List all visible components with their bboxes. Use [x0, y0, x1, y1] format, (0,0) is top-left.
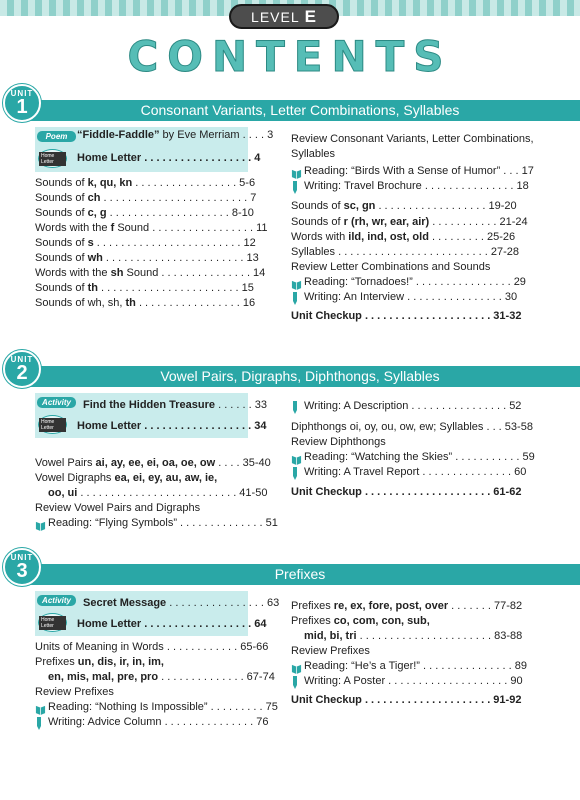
toc-entry[interactable]: en, mis, mal, pre, pro . . . . . . . . . . . . . . 67-74	[48, 671, 275, 683]
toc-entry[interactable]: Writing: A Description . . . . . . . . . . . . . . . . 52	[304, 400, 522, 412]
toc-entry[interactable]: oo, ui . . . . . . . . . . . . . . . . . . . . . . . . . . 41-50	[48, 487, 268, 499]
toc-entry[interactable]: Diphthongs oi, oy, ou, ow, ew; Syllables . . . 53-58	[291, 421, 533, 433]
toc-entry[interactable]: Unit Checkup . . . . . . . . . . . . . . . . . . . . . 91-92	[291, 694, 522, 706]
toc-entry[interactable]: Writing: A Travel Report . . . . . . . . . . . . . . . 60	[304, 466, 527, 478]
unit-1-badge	[3, 84, 41, 122]
unit-2-badge	[3, 350, 41, 388]
toc-entry[interactable]: Prefixes re, ex, fore, post, over . . . . . . . 77-82	[291, 600, 523, 612]
toc-entry[interactable]: Writing: Travel Brochure . . . . . . . . . . . . . . . 18	[304, 180, 529, 192]
unit-1-header	[20, 100, 580, 121]
unit-1-home-letter[interactable]: Home Letter . . . . . . . . . . . . . . . . . . 4	[77, 152, 261, 164]
toc-entry[interactable]: Writing: Advice Column . . . . . . . . . . . . . . . 76	[48, 716, 269, 728]
unit-1-number: 1	[16, 96, 28, 118]
pencil-icon	[291, 676, 299, 689]
toc-entry[interactable]: Reading: “He’s a Tiger!” . . . . . . . . . . . . . . . 89	[304, 660, 527, 672]
pencil-icon	[291, 292, 299, 305]
activity-tag: Activity	[37, 595, 76, 606]
toc-entry[interactable]: Sounds of wh, sh, th . . . . . . . . . . . . . . . . . 16	[35, 297, 256, 309]
toc-entry[interactable]: Review Prefixes	[291, 645, 370, 657]
level-badge	[229, 4, 339, 29]
unit-2-number: 2	[16, 362, 28, 384]
toc-entry[interactable]: Reading: “Birds With a Sense of Humor” . . . 17	[304, 165, 534, 177]
toc-entry[interactable]: Unit Checkup . . . . . . . . . . . . . . . . . . . . . 61-62	[291, 486, 522, 498]
book-icon	[291, 166, 302, 177]
toc-entry[interactable]: Sounds of r (rh, wr, ear, air) . . . . . . . . . . . 21-24	[291, 216, 528, 228]
level-label: LEVEL	[251, 8, 300, 25]
unit-3-home-letter[interactable]: Home Letter . . . . . . . . . . . . . . . . . . 64	[77, 618, 267, 630]
page-title: CONTENTS	[127, 32, 453, 81]
toc-entry[interactable]: Prefixes un, dis, ir, in, im,	[35, 656, 164, 668]
unit-3-badge-word: UNIT	[10, 553, 34, 562]
unit-3-number: 3	[16, 560, 28, 582]
unit-1-poem-entry[interactable]	[77, 129, 273, 141]
toc-entry[interactable]: Words with ild, ind, ost, old . . . . . . . . . 25-26	[291, 231, 516, 243]
book-icon	[291, 277, 302, 288]
unit-2-badge-word: UNIT	[10, 355, 34, 364]
home-letter-icon: Home Letter	[38, 613, 67, 632]
toc-entry[interactable]: Words with the sh Sound . . . . . . . . . . . . . . . 14	[35, 267, 266, 279]
pencil-icon	[291, 401, 299, 414]
unit-1-feature-box	[35, 127, 274, 172]
toc-entry[interactable]: Syllables . . . . . . . . . . . . . . . . . . . . . . . . . 27-28	[291, 246, 520, 258]
toc-entry[interactable]: Review Letter Combinations and Sounds	[291, 261, 491, 273]
unit-1-badge-word: UNIT	[10, 89, 34, 98]
toc-entry[interactable]: Sounds of wh . . . . . . . . . . . . . . . . . . . . . . . 13	[35, 252, 259, 264]
unit-3-feature-box	[35, 591, 280, 636]
activity-entry-rest: . . . . . . 33	[215, 399, 267, 411]
toc-entry[interactable]: Reading: “Watching the Skies” . . . . . . . . . . . 59	[304, 451, 535, 463]
unit-3-title: Prefixes	[274, 566, 326, 582]
toc-entry[interactable]: Reading: “Flying Symbols” . . . . . . . . . . . . . . 51	[48, 517, 278, 529]
poem-entry-rest: by Eve Merriam . . . . 3	[159, 129, 274, 141]
toc-entry[interactable]: Reading: “Nothing Is Impossible” . . . . . . . . . 75	[48, 701, 278, 713]
poem-title: “Fiddle-Faddle”	[77, 129, 160, 141]
book-icon	[291, 661, 302, 672]
toc-entry[interactable]: Units of Meaning in Words . . . . . . . . . . . . 65-66	[35, 641, 269, 653]
unit-2-activity-entry[interactable]	[83, 399, 267, 411]
toc-entry[interactable]: Writing: A Poster . . . . . . . . . . . . . . . . . . . . 90	[304, 675, 523, 687]
toc-entry[interactable]: Writing: An Interview . . . . . . . . . . . . . . . . 30	[304, 291, 518, 303]
unit-2-home-letter[interactable]: Home Letter . . . . . . . . . . . . . . . . . . 34	[77, 420, 267, 432]
book-icon	[35, 518, 46, 529]
toc-entry[interactable]: Prefixes co, com, con, sub,	[291, 615, 430, 627]
toc-entry[interactable]: Words with the f Sound . . . . . . . . . . . . . . . . . 11	[35, 222, 268, 234]
unit-2-feature-box	[35, 393, 267, 438]
unit-3-header	[20, 564, 580, 585]
toc-entry[interactable]: Review Consonant Variants, Letter Combinations,	[291, 133, 534, 145]
pencil-icon	[35, 717, 43, 730]
activity-title: Find the Hidden Treasure	[83, 399, 216, 411]
unit-2-title: Vowel Pairs, Digraphs, Diphthongs, Syllables	[160, 368, 440, 384]
pencil-icon	[291, 181, 299, 194]
toc-entry[interactable]: Sounds of ch . . . . . . . . . . . . . . . . . . . . . . . . 7	[35, 192, 257, 204]
unit-3-badge	[3, 548, 41, 586]
toc-entry[interactable]: Unit Checkup . . . . . . . . . . . . . . . . . . . . . 31-32	[291, 310, 522, 322]
toc-entry[interactable]: Reading: “Tornadoes!” . . . . . . . . . . . . . . . . 29	[304, 276, 526, 288]
activity-entry-rest: . . . . . . . . . . . . . . . . 63	[166, 597, 280, 609]
book-icon	[291, 452, 302, 463]
toc-entry[interactable]: Sounds of s . . . . . . . . . . . . . . . . . . . . . . . . 12	[35, 237, 256, 249]
pencil-icon	[291, 467, 299, 480]
toc-entry[interactable]: Review Vowel Pairs and Digraphs	[35, 502, 201, 514]
toc-entry[interactable]: Review Prefixes	[35, 686, 114, 698]
home-letter-icon: Home Letter	[38, 415, 67, 434]
book-icon	[35, 702, 46, 713]
toc-entry[interactable]: Review Diphthongs	[291, 436, 386, 448]
home-letter-icon: Home Letter	[38, 149, 67, 168]
toc-entry[interactable]: Vowel Digraphs ea, ei, ey, au, aw, ie,	[35, 472, 218, 484]
toc-entry[interactable]: Vowel Pairs ai, ay, ee, ei, oa, oe, ow . . . . 35-40	[35, 457, 271, 469]
toc-entry[interactable]: Sounds of k, qu, kn . . . . . . . . . . . . . . . . . 5-6	[35, 177, 256, 189]
unit-1-title: Consonant Variants, Letter Combinations, Syllables	[140, 102, 460, 118]
toc-entry[interactable]: mid, bi, tri . . . . . . . . . . . . . . . . . . . . . . 83-88	[304, 630, 523, 642]
toc-entry[interactable]: Sounds of th . . . . . . . . . . . . . . . . . . . . . . . 15	[35, 282, 254, 294]
activity-tag: Activity	[37, 397, 76, 408]
unit-2-header	[20, 366, 580, 387]
unit-3-activity-entry[interactable]	[83, 597, 279, 609]
poem-tag: Poem	[37, 131, 76, 142]
toc-entry[interactable]: Sounds of sc, gn . . . . . . . . . . . . . . . . . . 19-20	[291, 200, 517, 212]
toc-entry[interactable]: Sounds of c, g . . . . . . . . . . . . . . . . . . . . 8-10	[35, 207, 254, 219]
activity-title: Secret Message	[83, 597, 167, 609]
level-letter: E	[304, 6, 317, 26]
toc-entry[interactable]: Syllables	[291, 148, 336, 160]
